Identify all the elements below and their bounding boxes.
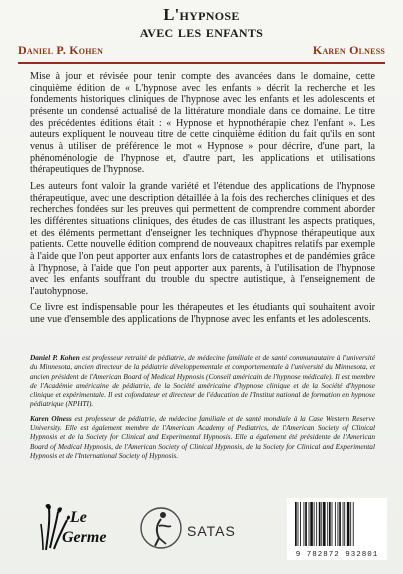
barcode-bar	[305, 502, 307, 546]
bio-text: est professeur retraité de pédiatrie, de médecine familiale et de santé communautaire à l'université du Minnesota, ancien directeur de la pédiatrie développementale et comportementale à l'université du Minnesota, et ancien président de l'American Board of Medical Hypnosis (Conseil américain de l'hypnose médicale). Il est membre de l'Académie américaine de pédiatrie, de la Société américaine d'hypnose clinique et de la Société d'hypnose clinique et expérimentale. Il est cofondateur et directeur de l'éducation de l'Institut national de formation en hypnose pédiatrique (NPHTI).	[30, 353, 375, 409]
title-line-2: avec les enfants	[139, 22, 264, 41]
barcode-bar	[319, 502, 321, 546]
summary-text	[30, 71, 375, 331]
barcode-bar	[298, 502, 299, 546]
bio-olness	[30, 414, 375, 460]
satas-logo	[139, 504, 244, 556]
divider-rule	[18, 62, 385, 64]
author-kohen: Daniel P. Kohen	[18, 43, 104, 57]
barcode-bars	[287, 500, 387, 550]
barcode-bar	[310, 502, 313, 546]
barcode-bar	[314, 502, 315, 546]
barcode-bar	[321, 502, 322, 546]
bio-name: Daniel P. Kohen	[30, 353, 80, 362]
bio-kohen	[30, 353, 375, 409]
isbn-barcode	[287, 498, 387, 560]
satas-label: SATAS	[187, 523, 236, 539]
bio-name: Karen Olness	[30, 413, 72, 423]
le-germe-word-2: Germe	[62, 529, 107, 546]
summary-paragraph: Mise à jour et révisée pour tenir compte des avancées dans le domaine, cette cinquième édition de « L'hypnose avec les enfants » décrit la recherche et les fondements historiques cliniques de l'hypnose avec les enfants et les adolescents et présente un condensé actualisé de la littérature mondiale dans ce domaine. Le titre des précédentes éditions était : « Hypnose et hypnothérapie chez l'enfant ». Les auteurs expliquent le nouveau titre de cette cinquième édition du fait qu'ils en sont venus à utiliser de préférence le mot « Hypnose » pour décrire, d'une part, la phénoménologie de l'hypnose et, d'autre part, les applications et utilisations thérapeutiques de l'hypnose.	[30, 71, 375, 176]
author-olness: Karen Olness	[312, 43, 385, 57]
barcode-bar	[309, 502, 310, 546]
barcode-bar	[339, 502, 341, 546]
barcode-bar	[329, 502, 331, 546]
barcode-bar	[304, 502, 305, 546]
satas-figure-icon	[139, 504, 183, 552]
barcode-bar	[350, 502, 351, 546]
barcode-bar	[323, 502, 326, 546]
summary-paragraph: Ce livre est indispensable pour les thérapeutes et les étudiants qui souhaitent avoir une vue d'ensemble des applications de l'hypnose avec les enfants et les adolescents.	[30, 302, 375, 326]
barcode-bar	[300, 502, 301, 546]
book-title	[0, 6, 403, 40]
le-germe-logo	[40, 504, 135, 552]
barcode-bar	[343, 502, 344, 546]
barcode-bar	[338, 502, 339, 546]
author-bios	[30, 353, 375, 465]
barcode-bar	[344, 502, 345, 546]
barcode-bar	[327, 502, 328, 546]
bio-text: est professeur de pédiatrie, de médecine familiale et de santé mondiale à la Case Western Reserve University. Elle est également membre de l'American Academy of Pediatrics, de l'American Society of Clinical Hypnosis et de la Society for Clinical and Experimental Hypnosis. Elle a également été présidente de l'American Board of Medical Hypnosis, de l'American Society of Clinical Hypnosis, de la Society for Clinical and Experimental Hypnosis et de l'International Society of Hypnosis.	[30, 413, 376, 460]
barcode-bar	[316, 502, 317, 546]
title-line-1: L'hypnose	[163, 5, 240, 24]
summary-paragraph: Les auteurs font valoir la grande variété et l'étendue des applications de l'hypnose thérapeutique, avec une description détaillée à la fois des recherches cliniques et des recherches fondées sur les preuves qui permettent de comprendre comment aborder les différentes situations cliniques, des études de cas illustrant les aspects pratiques, et des éléments permettant d'enseigner les techniques d'hypnose thérapeutique aux patients. Cette nouvelle édition comprend de nouveaux chapitres relatifs par exemple à l'aide que l'on peut apporter aux enfants lors de catastrophes et de pandémies grâce à l'hypnose, à l'aide que l'on peut apporter aux parents, à l'utilisation de l'hypnose avec les enfants souffrant du trouble du spectre autistique, à l'enseignement de l'autohypnose.	[30, 180, 375, 297]
barcode-bar	[332, 502, 333, 546]
barcode-bar	[335, 502, 336, 546]
barcode-bar	[353, 502, 354, 546]
barcode-bar	[347, 502, 350, 546]
barcode-bar	[295, 502, 297, 546]
barcode-digits: 9 782872 932801	[295, 551, 379, 559]
le-germe-word-1: Le	[70, 509, 87, 526]
